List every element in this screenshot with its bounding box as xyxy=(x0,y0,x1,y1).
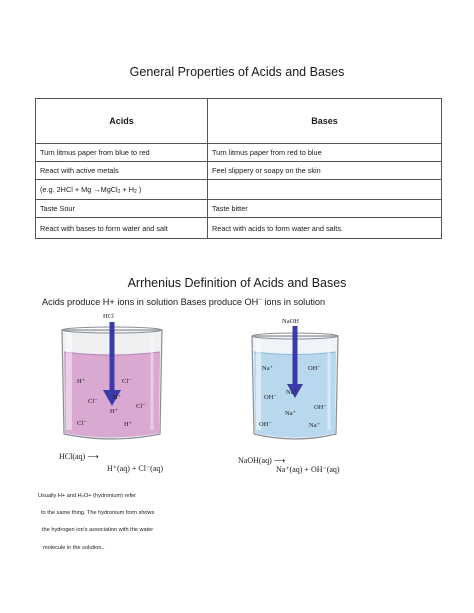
hcl-ion: Cl⁻ xyxy=(136,403,146,410)
naoh-ion: Na⁺ xyxy=(285,410,297,417)
arrhenius-intro: Acids produce H+ ions in solution Bases produce OH− ions in solution xyxy=(42,297,326,308)
acid-prop-taste: Taste Sour xyxy=(36,200,208,218)
acid-prop-metals: React with active metals xyxy=(36,162,208,180)
naoh-ion: Na⁺ xyxy=(286,389,298,396)
acid-prop-example: (e.g. 2HCl + Mg →MgCl$_2$ + $H_2$ ) xyxy=(36,180,208,200)
naoh-ion: OH⁻ xyxy=(308,365,321,372)
note-line: molecule in the solution.. xyxy=(43,545,105,551)
header-acids: Acids xyxy=(36,99,208,144)
base-prop-taste: Taste bitter xyxy=(208,200,442,218)
hcl-ion: H⁺ xyxy=(113,394,122,401)
naoh-ion: OH⁻ xyxy=(264,394,277,401)
hcl-beaker xyxy=(56,322,168,444)
properties-table xyxy=(35,98,442,239)
properties-title: General Properties of Acids and Bases xyxy=(129,65,345,79)
acid-prop-neutralize: React with bases to form water and salt xyxy=(36,218,208,239)
note-line: the hydrogen ion's association with the water xyxy=(42,527,154,533)
naoh-ion: Na⁺ xyxy=(309,422,321,429)
naoh-ion: OH⁻ xyxy=(314,404,327,411)
hcl-ion: Cl⁻ xyxy=(122,378,132,385)
naoh-equation-right: Na⁺(aq) + OH⁻(aq) xyxy=(276,465,340,474)
hcl-ion: Cl⁻ xyxy=(77,420,87,427)
hcl-ion: H⁺ xyxy=(77,378,86,385)
hcl-equation-right: H⁺(aq) + Cl⁻(aq) xyxy=(107,464,164,473)
base-prop-litmus: Turn litmus paper from red to blue xyxy=(208,144,442,162)
note-line: Usually H+ and H₃O+ (hydronium) refer xyxy=(38,493,137,499)
naoh-label: NaOH xyxy=(282,318,299,325)
hcl-ion: H⁺ xyxy=(110,408,119,415)
base-prop-neutralize: React with acids to form water and salts. xyxy=(208,218,442,239)
acid-prop-litmus: Turn litmus paper from blue to red xyxy=(36,144,208,162)
naoh-ion: Na⁺ xyxy=(262,365,274,372)
hcl-ion: Cl⁻ xyxy=(88,398,98,405)
naoh-equation-left: NaOH(aq) ⟶ xyxy=(238,456,286,465)
hcl-ion: H⁺ xyxy=(124,421,133,428)
arrhenius-title: Arrhenius Definition of Acids and Bases xyxy=(127,276,347,290)
hcl-label: HCl xyxy=(103,313,114,320)
base-prop-slippery: Feel slippery or soapy on the skin xyxy=(208,162,442,180)
header-bases: Bases xyxy=(208,99,442,144)
hcl-equation-left: HCl(aq) ⟶ xyxy=(59,452,99,461)
naoh-ion: OH⁻ xyxy=(259,421,272,428)
note-line: to the same thing. The hydronium form shows xyxy=(41,510,155,516)
